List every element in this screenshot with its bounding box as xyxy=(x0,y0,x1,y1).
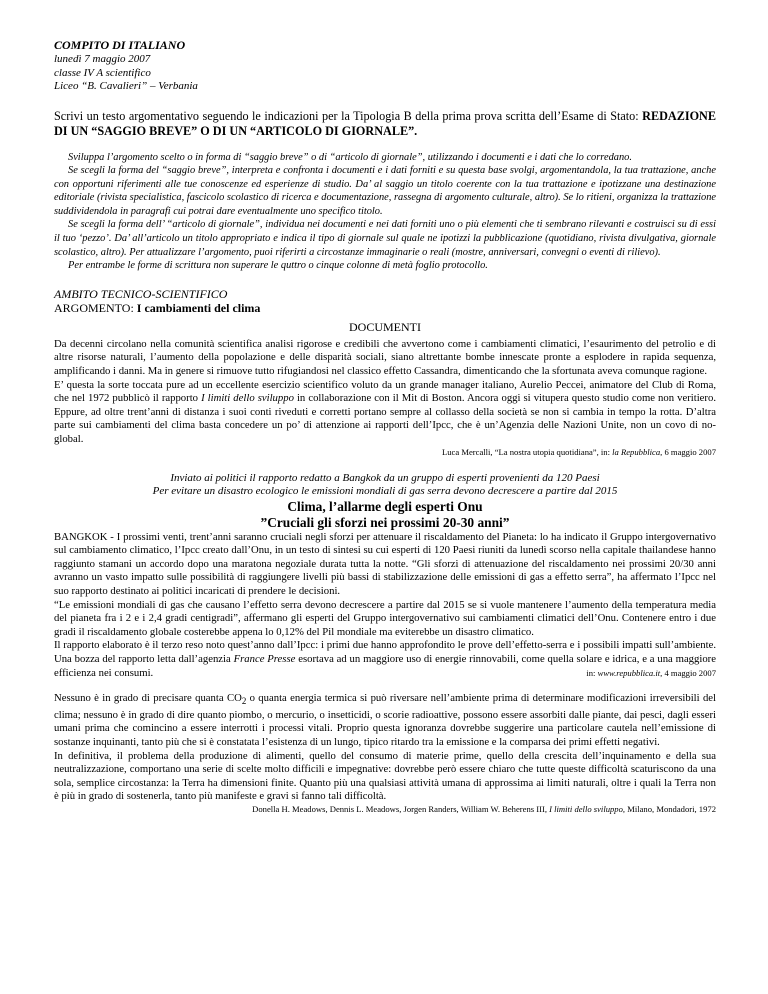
task-text: Scrivi un testo argomentativo seguendo le indicazioni per la Tipologia B della prima prova scritta dell’Esame di Stato: xyxy=(54,108,643,123)
assignment-class: classe IV A scientifico xyxy=(54,66,151,79)
source-book-title: I limiti dello sviluppo xyxy=(549,804,623,815)
doc1-text: in collaborazione con il Mit di Boston. Ancora oggi si vitupera questo studio come non veritiero. Eppure, ad oltre trent’anni di distanza i suoi conti riveduti e corretti portano sempre al collasso della società se non si cambia in tempo la rotta. D’altra parte sui cambiamenti del clima basta concedere un po’ di attenzione ai rapporti dell’Ipcc, che è un’Agenzia delle Nazioni Unite, non un covo di no-global. xyxy=(54,392,717,445)
assignment-header xyxy=(54,38,716,94)
argomento-heading xyxy=(54,301,716,315)
doc3-paragraph-1 xyxy=(54,692,716,750)
instruction-paragraph: Per entrambe le forme di scrittura non superare le quttro o cinque colonne di metà foglio protocollo. xyxy=(68,260,488,272)
ambito-heading: AMBITO TECNICO-SCIENTIFICO xyxy=(54,286,228,301)
task-bold: REDAZIONE DI UN “SAGGIO BREVE” O DI UN “ARTICOLO DI GIORNALE”. xyxy=(54,108,716,138)
doc2-paragraph-1: BANGKOK - I prossimi venti, trent’anni saranno cruciali negli sforzi per attenuare il riscaldamento del Pianeta: lo ha indicato il Gruppo intergovernativo sul cambiamento climatico, l’Ipcc creato dall’Onu, in un testo di sintesi su cui esperti di 120 Paesi riuniti da lunedì scorso nella capitale thailandese hanno raggiunto stamani un accordo dopo una maratona negoziale durata tutta la notte. “Gli sforzi di attenuazione del riscaldamento nei prossimi 20/30 anni avranno un vasto impatto sulle possibilità di raggiungere livelli più bassi di stabilizzazione delle emissioni di gas a effetto serra”, ha affermato l’Ipcc nel suo rapporto destinato ai politici incaricati di prendere le decisioni. xyxy=(54,530,716,597)
article-title: Clima, l’allarme degli esperti Onu xyxy=(287,498,483,514)
doc2-text: Il rapporto elaborato è il terzo reso noto quest’anno dall’Ipcc: i primi due hanno approfondito le prove dell’effetto-serra e i possibili impatti sull’ambiente. Una bozza del rapporto letta dall’agenzia xyxy=(54,639,716,665)
article-title: ”Cruciali gli sforzi nei prossimi 20-30 anni” xyxy=(260,514,510,530)
source-website: www.repubblica.it xyxy=(597,667,661,678)
document-1 xyxy=(54,338,716,458)
argomento-value: I cambiamenti del clima xyxy=(136,300,261,315)
assignment-date: lunedì 7 maggio 2007 xyxy=(54,53,151,65)
document-3 xyxy=(54,692,716,815)
source-publication: la Repubblica xyxy=(612,446,661,457)
document-page xyxy=(54,38,716,815)
documenti-heading: DOCUMENTI xyxy=(349,319,421,334)
source-text: in: xyxy=(586,667,598,678)
assignment-title: COMPITO DI ITALIANO xyxy=(54,38,186,52)
doc3-text: o quanta energia termica si può riversare nell’ambiente prima di determinare modificazioni irreversibili del clima; nessuno è in grado di dire quanto piombo, o mercurio, o insetticidi, o scorie radioattive, possono essere assorbiti dalle piante, dai pesci, dagli esseri umani prima che comincino a essere interrotti i processi vitali. Proprio questa ignoranza dovrebbe suggerire una particolare cautela nell’emissione di sostanze inquinanti, tanto più che si è constatata l’esistenza di un lungo, tipico ritardo tra la emissione e la comparsa dei primi effetti negativi. xyxy=(54,692,717,749)
doc2-agency: France Presse xyxy=(233,652,296,665)
doc1-paragraph-2 xyxy=(54,379,716,447)
article-subtitle: Per evitare un disastro ecologico le emissioni mondiali di gas serra devono decrescere a partire dal 2015 xyxy=(152,485,618,498)
doc3-source xyxy=(54,804,716,815)
source-text: , 4 maggio 2007 xyxy=(660,667,716,678)
doc2-paragraph-2: “Le emissioni mondiali di gas che causano l’effetto serra devono decrescere a partire dal 2015 se si vuole mantenere l’aumento della temperatura media del pianeta fra i 2 e i 2,4 gradi centigradi”, affermano gli esperti del Gruppo intergovernativo sui cambiamenti climatici dell’Onu. Contenere entro i due gradi il riscaldamento globale costerebbe appena lo 0,12% del Pil mondiale ma eviterebbe un disastro climatico. xyxy=(54,598,716,638)
doc1-source xyxy=(54,447,716,458)
doc3-text: Nessuno è in grado di precisare quanta CO xyxy=(54,692,242,705)
instruction-paragraph: Sviluppa l’argomento scelto o in forma di “saggio breve” o di “articolo di giornale”, utilizzando i documenti e i dati che lo corredano. xyxy=(68,151,632,163)
instruction-paragraph: Se scegli la forma del “saggio breve”, interpreta e confronta i documenti e i dati forniti e su questa base svolgi, argomentandola, la tua trattazione, anche con opportuni riferimenti alle tue conoscenze ed esperienze di studio. Da’ al saggio un titolo coerente con la tua trattazione e ipotizzane una destinazione editoriale (rivista specialistica, fascicolo scolastico di ricerca e documentazione, rassegna di argomento culturale, altro). Se lo ritieni, organizza la trattazione suddividendola in paragrafi cui potrai dare eventualmente uno specifico titolo. xyxy=(54,165,716,217)
source-text: Luca Mercalli, “La nostra utopia quotidiana”, in: xyxy=(442,446,613,457)
assignment-school: Liceo “B. Cavalieri” – Verbania xyxy=(54,80,198,92)
instructions xyxy=(54,151,716,273)
task-statement xyxy=(54,109,716,139)
argomento-label: ARGOMENTO: xyxy=(54,300,137,315)
article-subtitle: Inviato ai politici il rapporto redatto a Bangkok da un gruppo di esperti provenienti da 120 Paesi xyxy=(170,471,600,484)
instruction-paragraph: Se scegli la forma dell’ “articolo di giornale”, individua nei documenti e nei dati forniti uno o più elementi che ti sembrano rilevanti e costruisci su di essi il tuo ‘pezzo’. Da’ all’articolo un titolo appropriato e indica il tipo di giornale sul quale ne ipotizzi la pubblicazione (quotidiano, rivista divulgativa, giornale scolastico, altro). Per attualizzare l’argomento, puoi riferirti a circostanze immaginarie o reali (mostre, anniversari, convegni o eventi di rilievo). xyxy=(54,219,716,258)
doc2-source xyxy=(586,667,716,681)
doc3-paragraph-2: In definitiva, il problema della produzione di alimenti, quello del consumo di materie prime, quello della crescita dell’inquinamento e della sua neutralizzazione, comportano una serie di scelte molto difficili e impegnative: dovrebbe però essere chiaro che tutte queste difficoltà scaturiscono da una sola, semplice circostanza: la Terra ha dimensioni finite. Quanto più una qualsiasi attività umana di approssima ai limiti naturali, oltre i quali la Terra non è più in grado di sostenerla, tanto più manifeste e gravi si fanno tali difficoltà. xyxy=(54,749,716,803)
doc2-text: esortava ad un maggiore uso di energie rinnovabili, come quella solare e idrica, e a una maggiore efficienza nei consumi. xyxy=(54,652,716,679)
doc1-text: E’ questa la sorte toccata pure ad un eccellente esercizio scientifico voluto da un grande manager italiano, Aurelio Peccei, animatore del Club di Roma, che nel 1972 pubblicò il rapporto xyxy=(54,378,716,405)
source-text: Donella H. Meadows, Dennis L. Meadows, Jorgen Randers, William W. Beherens III, xyxy=(252,804,550,815)
source-text: , Milano, Mondadori, 1972 xyxy=(622,804,716,815)
doc2-paragraph-3 xyxy=(54,639,716,680)
source-text: , 6 maggio 2007 xyxy=(660,446,716,457)
document-2 xyxy=(54,472,716,681)
doc3-subscript: 2 xyxy=(241,696,247,707)
doc1-paragraph-1: Da decenni circolano nella comunità scientifica analisi rigorose e credibili che avvertono come i cambiamenti climatici, l’esaurimento del petrolio e di altre risorse naturali, l’aumento della popolazione e delle disparità sociali, siano altrettante bombe innescate pronte a esplodere in rapida sequenza, amplificando i danni. Ma in genere si rimuove tutto rifugiandosi nel classico effetto Cassandra, dimenticando che la sfortunata aveva comunque ragione. xyxy=(54,337,716,378)
doc1-book-title: I limiti dello sviluppo xyxy=(201,392,294,405)
